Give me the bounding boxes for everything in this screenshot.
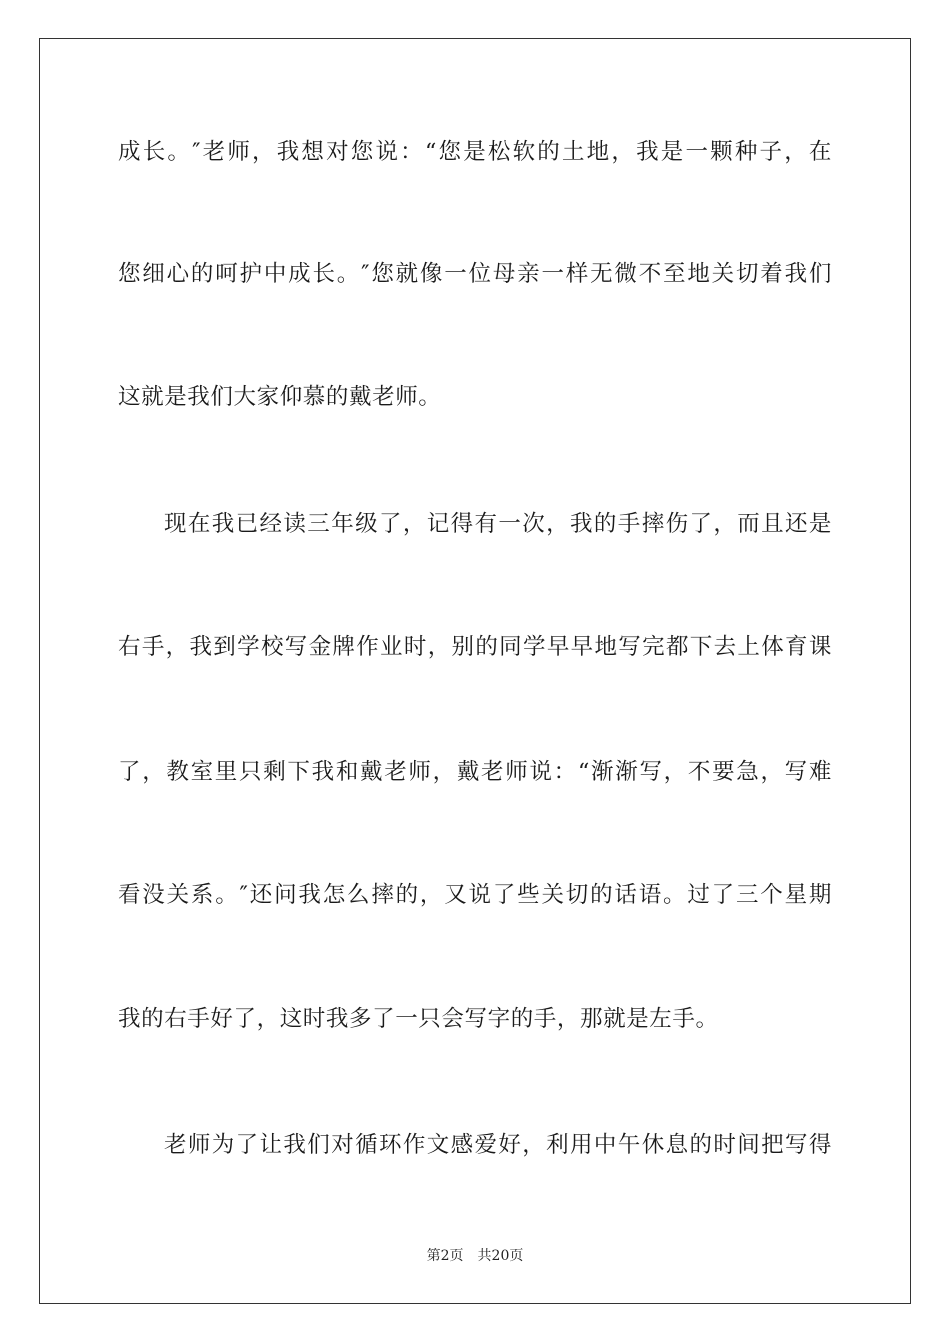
page-footer — [0, 1247, 950, 1265]
text-line-9: 老师为了让我们对循环作文感爱好，利用中午休息的时间把写得 — [164, 1132, 832, 1158]
page-border — [39, 38, 911, 1304]
text-line-5: 右手，我到学校写金牌作业时，别的同学早早地写完都下去上体育课 — [118, 634, 832, 660]
text-line-7: 看没关系。″还问我怎么摔的，又说了些关切的话语。过了三个星期 — [118, 882, 832, 908]
text-line-3: 这就是我们大家仰慕的戴老师。 — [118, 384, 442, 410]
text-line-1: 成长。″老师，我想对您说：“您是松软的土地，我是一颗种子，在 — [118, 139, 832, 165]
text-line-8: 我的右手好了，这时我多了一只会写字的手，那就是左手。 — [118, 1006, 719, 1032]
page-total: 共20页 — [477, 1248, 524, 1264]
page-number: 第2页 — [426, 1248, 464, 1264]
text-line-4: 现在我已经读三年级了，记得有一次，我的手摔伤了，而且还是 — [164, 511, 832, 537]
text-line-2: 您细心的呵护中成长。″您就像一位母亲一样无微不至地关切着我们 — [118, 261, 832, 287]
text-line-6: 了，教室里只剩下我和戴老师，戴老师说：“渐渐写，不要急，写难 — [118, 759, 832, 785]
